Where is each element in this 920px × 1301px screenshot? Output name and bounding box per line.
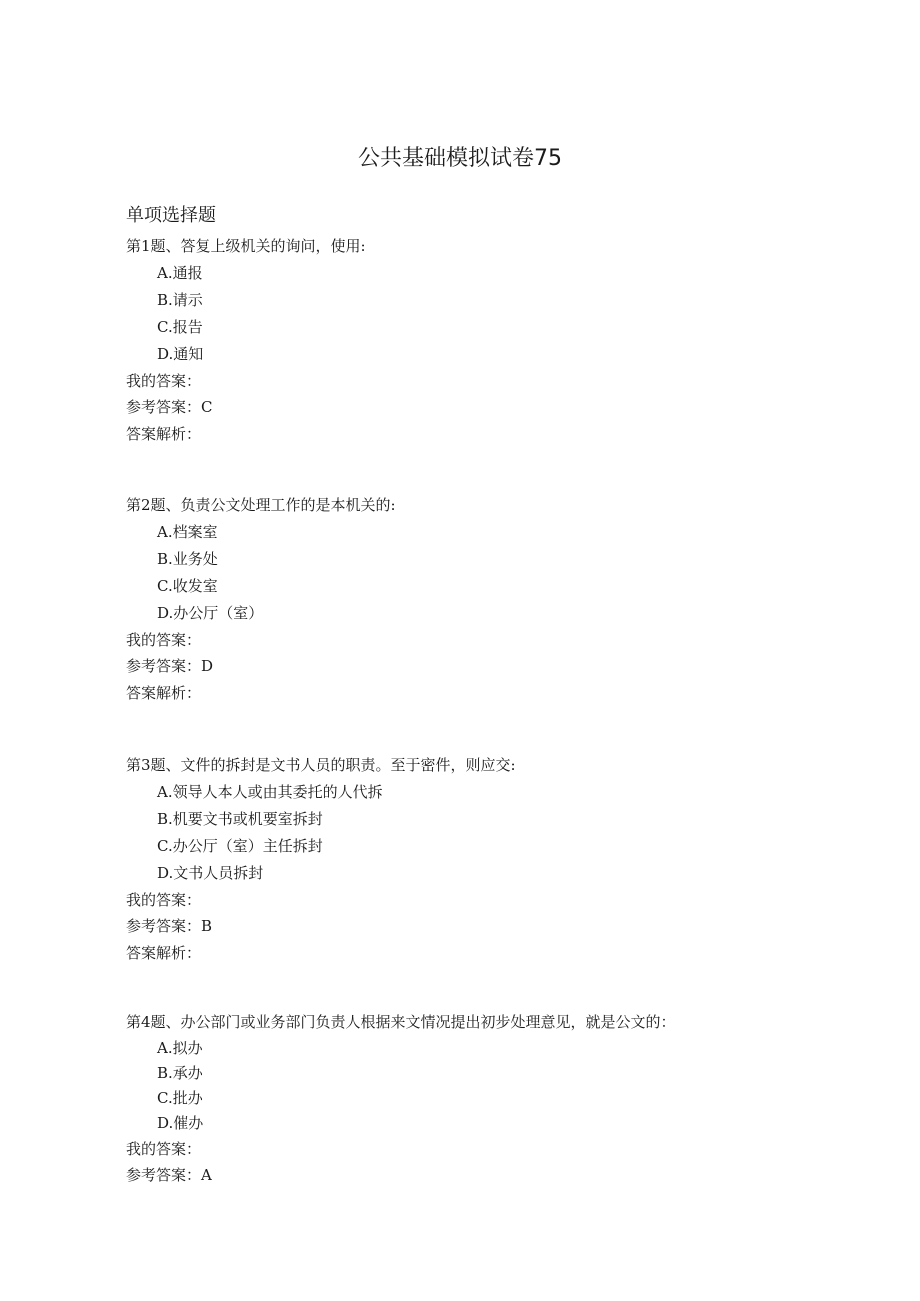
option-list (126, 779, 806, 887)
my-answer-label: 我的答案： (126, 630, 202, 649)
answer-analysis-label: 答案解析： (126, 683, 202, 702)
option-d: D.催办 (157, 1113, 204, 1132)
question-stem: 第3题、文件的拆封是文书人员的职责。至于密件，则应交: (126, 756, 516, 774)
option-b: B.业务处 (157, 549, 218, 568)
option-c: C.办公厅（室）主任拆封 (157, 836, 323, 855)
question-stem: 第1题、答复上级机关的询问，使用: (126, 237, 366, 255)
answer-analysis-label: 答案解析： (126, 424, 202, 443)
reference-answer: 参考答案：A (126, 1166, 212, 1184)
my-answer-label: 我的答案： (126, 1139, 202, 1158)
option-b: B.机要文书或机要室拆封 (157, 809, 323, 828)
reference-answer: 参考答案：D (126, 657, 214, 675)
document-title: 公共基础模拟试卷75 (358, 146, 562, 171)
option-list (126, 1036, 806, 1136)
option-c: C.报告 (157, 317, 203, 336)
my-answer-label: 我的答案： (126, 890, 202, 909)
option-a: A.档案室 (157, 522, 218, 541)
my-answer-label: 我的答案： (126, 371, 202, 390)
answer-analysis-label: 答案解析： (126, 943, 202, 962)
question-stem: 第2题、负责公文处理工作的是本机关的: (126, 496, 396, 514)
option-a: A.拟办 (157, 1038, 203, 1057)
question-3 (126, 752, 806, 966)
question-1 (126, 233, 806, 447)
question-4 (126, 1009, 806, 1189)
option-d: D.通知 (157, 344, 204, 363)
option-list (126, 260, 806, 368)
reference-answer: 参考答案：C (126, 398, 213, 416)
question-2 (126, 492, 806, 706)
option-list (126, 519, 806, 627)
option-b: B.请示 (157, 290, 203, 309)
reference-answer: 参考答案：B (126, 917, 213, 935)
option-d: D.文书人员拆封 (157, 863, 264, 882)
option-a: A.通报 (157, 263, 203, 282)
section-heading: 单项选择题 (126, 205, 216, 226)
option-c: C.收发室 (157, 576, 218, 595)
option-a: A.领导人本人或由其委托的人代拆 (157, 782, 383, 801)
option-b: B.承办 (157, 1063, 203, 1082)
option-d: D.办公厅（室） (157, 603, 264, 622)
option-c: C.批办 (157, 1088, 203, 1107)
question-stem: 第4题、办公部门或业务部门负责人根据来文情况提出初步处理意见，就是公文的： (126, 1013, 676, 1031)
